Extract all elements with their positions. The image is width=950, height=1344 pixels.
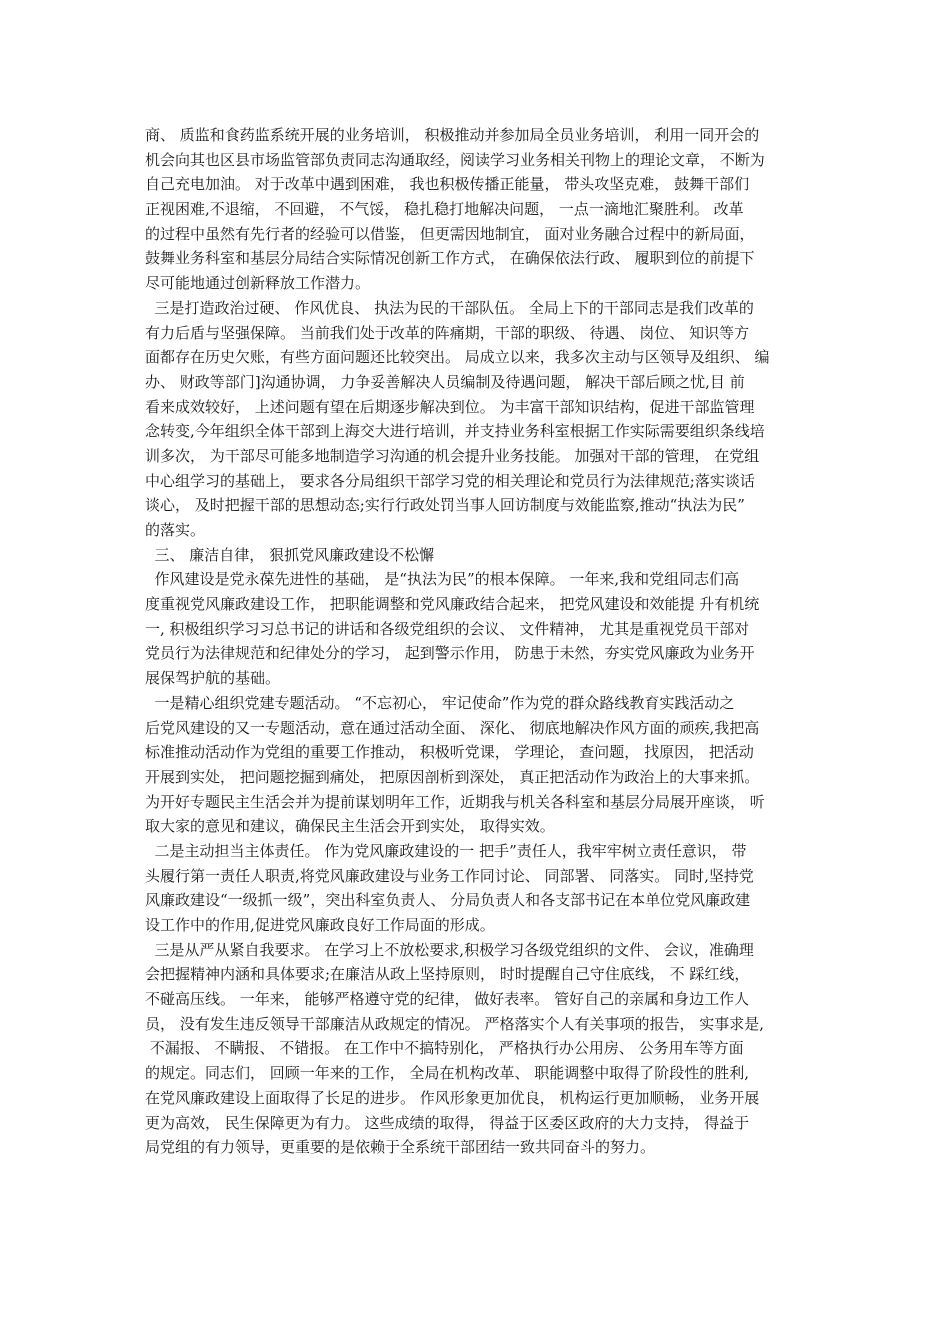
text-line: 标准推动活动作为党组的重要工作推动， 积极听党课， 学理论， 查问题， 找原因， 把活动 [145,743,754,762]
text-line: 作风建设是党永葆先进性的基础， 是“执法为民”的根本保障。 一年来,我和党组同志们高 [145,570,740,589]
text-line: 机会向其也区县市场监管部负责同志沟通取经，阅读学习业务相关刊物上的理论文章， 不断为 [145,150,765,169]
document-body [145,123,807,1160]
text-line: 一是精心组织党建专题活动。 “不忘初心， 牢记使命”作为党的群众路线教育实践活动之 [145,693,735,712]
text-line: 开展到实处， 把问题挖掘到痛处， 把原因剖析到深处， 真正把活动作为政治上的大事来抓。 [145,767,760,786]
text-line: 的过程中虽然有先行者的经验可以借鉴， 但更需因地制宜， 面对业务融合过程中的新局面， [145,224,755,243]
text-line: 更为高效， 民生保障更为有力。 这些成绩的取得， 得益于区委区政府的大力支持， 得益于 [145,1113,750,1132]
text-line: 局党组的有力领导，更重要的是依赖于全系统干部团结一致共同奋斗的努力。 [145,1138,656,1157]
text-line: 不漏报、 不瞒报、 不错报。 在工作中不搞特别化， 严格执行办公用房、 公务用车等方面 [145,1039,744,1058]
text-line: 在党风廉政建设上面取得了长足的进步。 作风形象更加优良， 机构运行更加顺畅， 业务开展 [145,1088,760,1107]
text-line: 念转变,今年组织全体干部到上海交大进行培训，并支持业务科室根据工作实际需要组织条线培 [145,422,765,441]
text-line: 不碰高压线。 一年来， 能够严格遵守党的纪律， 做好表率。 管好自己的亲属和身边工作人 [145,990,750,1009]
text-line: 商、 质监和食药监系统开展的业务培训， 积极推动并参加局全员业务培训， 利用一同开会的 [145,126,760,144]
text-line: 一, 积极组织学习习总书记的讲话和各级党组织的会议、 文件精神， 尤其是重视党员干部对 [145,619,750,638]
text-line: 党员行为法律规范和纪律处分的学习， 起到警示作用， 防患于未然，夯实党风廉政为业务开 [145,644,755,663]
text-line: 二是主动担当主体责任。 作为党风廉政建设的一 把手”责任人，我牢牢树立责任意识， 带 [145,841,747,860]
text-line: 三是打造政治过硬、 作风优良、 执法为民的干部队伍。 全局上下的干部同志是我们改革的 [145,298,754,317]
text-line: 度重视党风廉政建设工作， 把职能调整和党风廉政结合起来， 把党风建设和效能提 升有机统 [145,595,760,614]
text-line: 三是从严从紧自我要求。 在学习上不放松要求,积极学习各级党组织的文件、 会议，准确理 [145,940,754,959]
text-line: 办、 财政等部门]沟通协调， 力争妥善解决人员编制及待遇问题， 解决干部后顾之忧,目 前 [145,372,745,391]
text-line: 风廉政建设“一级抓一级”，突出科室负责人、 分局负责人和各支部书记在本单位党风廉政建 [145,891,751,910]
text-line: 后党风建设的又一专题活动，意在通过活动全面、 深化、 彻底地解决作风方面的顽疾,我把高 [145,718,760,737]
text-line: 员， 没有发生违反领导干部廉洁从政规定的情况。 严格落实个人有关事项的报告， 实事求是, [145,1014,765,1033]
text-line: 鼓舞业务科室和基层分局结合实际情况创新工作方式， 在确保依法行政、 履职到位的前提下 [145,249,755,268]
text-line: 尽可能地通过创新释放工作潜力。 [145,274,371,293]
text-line: 的落实。 [145,521,206,539]
text-line: 面都存在历史欠账，有些方面问题还比较突出。 局成立以来，我多次主动与区领导及组织、 编 [145,348,770,367]
text-line: 自己充电加油。 对于改革中遇到困难， 我也积极传播正能量， 带头攻坚克难， 鼓舞干部们 [145,175,750,194]
text-line: 训多次， 为干部尽可能多地制造学习沟通的机会提升业务技能。 加强对干部的管理， 在党组 [145,446,760,465]
text-line: 正视困难,不退缩， 不回避， 不气馁， 稳扎稳打地解决问题， 一点一滴地汇聚胜利。 改革 [145,200,744,219]
text-line: 谈心， 及时把握干部的思想动态;实行行政处罚当事人回访制度与效能监察,推动“执法为民” [145,496,745,515]
text-line: 取大家的意见和建议，确保民主生活会开到实处， 取得实效。 [145,817,555,836]
text-line: 会把握精神内涵和具体要求;在廉洁从政上坚持原则， 时时提醒自己守住底线， 不 踩红线， [145,965,750,984]
text-line: 设工作中的作用,促进党风廉政良好工作局面的形成。 [145,916,495,934]
text-line: 头履行第一责任人职责,将党风廉政建设与业务工作同讨论、 同部署、 同落实。 同时,坚持党 [145,866,754,885]
text-line: 看来成效较好， 上述问题有望在后期逐步解决到位。 为丰富干部知识结构，促进干部监管理 [145,397,755,416]
text-line: 三、 廉洁自律， 狠抓党风廉政建设不松懈 [145,545,435,564]
text-line: 展保驾护航的基础。 [145,669,281,688]
text-line: 有力后盾与坚强保障。 当前我们处于改革的阵痛期，干部的职级、 待遇、 岗位、 知识等方 [145,323,750,342]
text-line: 的规定。同志们， 回顾一年来的工作， 全局在机构改革、 职能调整中取得了阶段性的胜利, [145,1064,750,1083]
text-line: 中心组学习的基础上， 要求各分局组织干部学习党的相关理论和党员行为法律规范;落实谈话 [145,471,755,490]
text-line: 为开好专题民主生活会并为提前谋划明年工作，近期我与机关各科室和基层分局展开座谈， 听 [145,792,765,811]
